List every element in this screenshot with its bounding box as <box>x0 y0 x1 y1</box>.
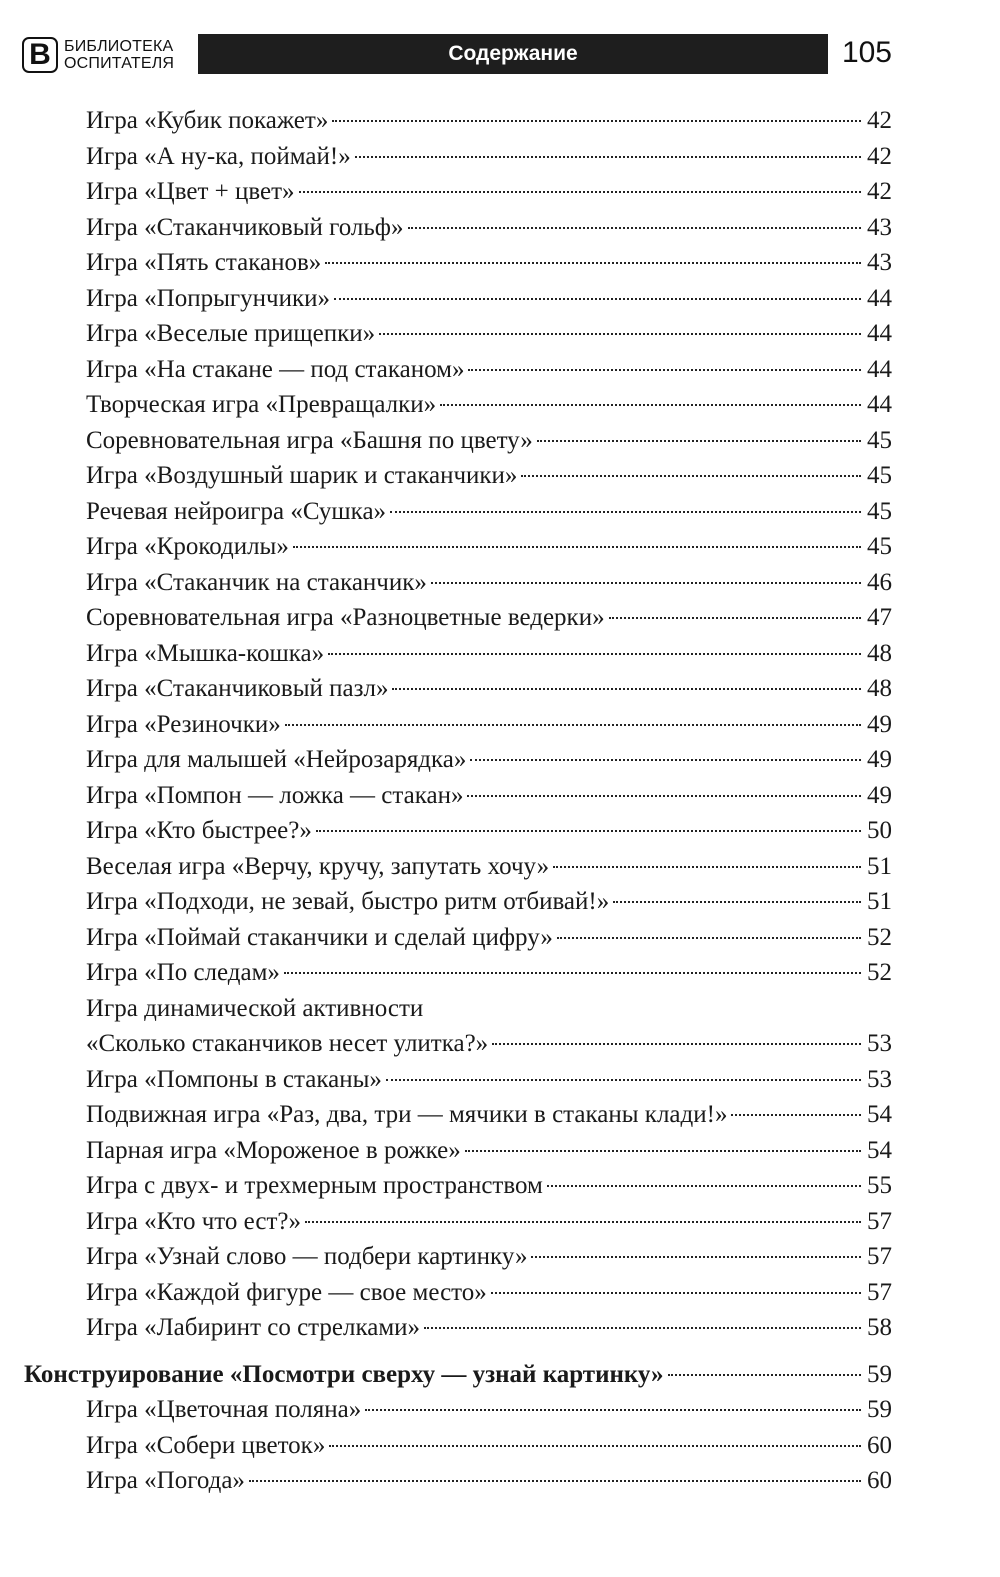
toc-entry-title: Игра «Помпоны в стаканы» <box>86 1065 382 1093</box>
toc-entry-title: Игра «На стакане — под стаканом» <box>86 355 465 383</box>
logo-badge: В <box>22 37 58 73</box>
section-title: Содержание <box>448 42 578 65</box>
toc-page-number: 53 <box>867 1065 892 1093</box>
page-number: 105 <box>841 36 892 69</box>
toc-entry-title: Игра «Воздушный шарик и стаканчики» <box>86 462 518 489</box>
toc-entry-title: Игра «Цветочная поляна» <box>86 1396 362 1423</box>
toc-entry-title: Игра «Стаканчиковый гольф» <box>86 213 404 241</box>
toc-entry-title: Игра «Поймай стаканчики и сделай цифру» <box>86 923 553 951</box>
toc-entry <box>24 742 892 778</box>
toc-page-number: 44 <box>867 355 892 383</box>
toc-entry-title: Игра «Кто быстрее?» <box>86 817 312 844</box>
toc-entry-title: Игра «Кто что ест?» <box>86 1207 301 1235</box>
toc-entry <box>24 1062 892 1098</box>
toc-leader-dots <box>431 581 861 584</box>
toc-entry-title: Игра «Погода» <box>86 1467 245 1494</box>
toc-entry-title: Веселая игра «Верчу, кручу, запутать хочу» <box>86 852 550 880</box>
toc-leader-dots <box>299 190 861 193</box>
toc-leader-dots <box>355 155 861 158</box>
toc-entry-title: Игра «Стаканчик на стаканчик» <box>86 568 427 596</box>
logo-text <box>64 38 174 72</box>
toc-leader-dots <box>408 226 861 229</box>
toc-entry <box>24 1463 892 1499</box>
toc-leader-dots <box>467 794 861 797</box>
toc-page-number: 59 <box>867 1396 892 1423</box>
toc-page-number: 60 <box>867 1431 892 1459</box>
toc-entry <box>24 1133 892 1169</box>
toc-page-number: 52 <box>867 959 892 986</box>
toc-leader-dots <box>424 1326 861 1329</box>
toc-entry-title: Игра «А ну-ка, поймай!» <box>86 142 351 170</box>
toc-leader-dots <box>465 1149 861 1152</box>
toc-page-number: 47 <box>867 604 892 631</box>
series-logo <box>22 32 198 78</box>
toc-page-number: 44 <box>867 391 892 418</box>
toc-leader-dots <box>547 1184 861 1187</box>
toc-page-number: 49 <box>867 710 892 738</box>
toc-page-number: 44 <box>867 284 892 312</box>
toc-leader-dots <box>334 297 861 300</box>
toc-section-entry <box>24 1357 892 1393</box>
toc-entry-title: «Сколько стаканчиков несет улитка?» <box>86 1030 489 1057</box>
toc-leader-dots <box>491 1291 861 1294</box>
toc-entry-title: Парная игра «Мороженое в рожке» <box>86 1136 461 1164</box>
toc-page-number: 45 <box>867 497 892 525</box>
toc-entry-title: Игра «Пять стаканов» <box>86 249 322 276</box>
toc-page-number: 49 <box>867 746 892 773</box>
toc-entry-title: Игра «Узнай слово — подбери картинку» <box>86 1243 528 1270</box>
toc-entry-title: Игра «Помпон — ложка — стакан» <box>86 781 464 809</box>
toc-leader-dots <box>492 1042 861 1045</box>
toc-page-number: 43 <box>867 249 892 276</box>
toc-entry <box>24 139 892 175</box>
toc-entry-title: Игра «Веселые прищепки» <box>86 320 376 347</box>
toc-page-number: 52 <box>867 923 892 951</box>
toc-page-number: 57 <box>867 1278 892 1306</box>
toc-page-number: 51 <box>867 852 892 880</box>
toc-entry-title: Речевая нейроигра «Сушка» <box>86 497 387 525</box>
toc-entry <box>24 636 892 672</box>
toc-page-number: 59 <box>867 1360 892 1388</box>
toc-leader-dots <box>731 1113 861 1116</box>
toc-page-number: 54 <box>867 1101 892 1128</box>
toc-leader-dots <box>392 687 861 690</box>
toc-entry <box>24 600 892 636</box>
toc-entry-title: Игра «Резиночки» <box>86 710 281 738</box>
toc-leader-dots <box>468 368 861 371</box>
toc-entry <box>24 387 892 423</box>
toc-page-number: 54 <box>867 1136 892 1164</box>
toc-page-number: 60 <box>867 1467 892 1494</box>
toc-entry-title: Соревновательная игра «Разноцветные ведерки» <box>86 604 605 631</box>
toc-leader-dots <box>386 1078 861 1081</box>
toc-entry <box>24 707 892 743</box>
toc-entry <box>24 1275 892 1311</box>
toc-leader-dots <box>379 332 861 335</box>
toc-leader-dots <box>521 474 861 477</box>
toc-page-number: 58 <box>867 1314 892 1341</box>
page-header <box>22 32 892 80</box>
toc-leader-dots <box>305 1220 861 1223</box>
toc-leader-dots <box>609 616 861 619</box>
toc-leader-dots <box>332 119 861 122</box>
toc-page-number: 45 <box>867 533 892 560</box>
toc-leader-dots <box>329 1444 861 1447</box>
table-of-contents <box>24 103 892 1499</box>
toc-page-number: 55 <box>867 1172 892 1199</box>
toc-entry-title: Конструирование «Посмотри сверху — узнай картинку» <box>24 1360 664 1388</box>
toc-entry-title: Творческая игра «Превращалки» <box>86 391 437 418</box>
toc-leader-dots <box>325 261 861 264</box>
toc-page-number: 48 <box>867 639 892 667</box>
toc-entry-title: Игра «Цвет + цвет» <box>86 178 295 205</box>
toc-entry <box>24 671 892 707</box>
logo-line-2: ОСПИТАТЕЛЯ <box>64 55 175 72</box>
toc-leader-dots <box>470 758 861 761</box>
logo-line-1: БИБЛИОТЕКА <box>64 38 174 55</box>
section-title-bar <box>198 34 828 74</box>
toc-page-number: 48 <box>867 675 892 702</box>
toc-entry <box>24 1204 892 1240</box>
toc-page-number: 42 <box>867 142 892 170</box>
toc-page-number: 45 <box>867 462 892 489</box>
toc-leader-dots <box>390 510 861 513</box>
toc-leader-dots <box>553 865 861 868</box>
toc-leader-dots <box>668 1373 861 1376</box>
toc-entry <box>24 1097 892 1133</box>
toc-entry <box>24 991 892 1027</box>
toc-entry <box>24 245 892 281</box>
toc-entry <box>24 458 892 494</box>
toc-entry-title: Игра «Мышка-кошка» <box>86 639 325 667</box>
toc-entry <box>24 316 892 352</box>
toc-page-number: 57 <box>867 1207 892 1235</box>
toc-page-number: 46 <box>867 568 892 596</box>
toc-entry <box>24 210 892 246</box>
toc-leader-dots <box>365 1408 861 1411</box>
toc-entry-title: Игра «Попрыгунчики» <box>86 284 330 312</box>
toc-entry <box>24 813 892 849</box>
toc-entry-title: Подвижная игра «Раз, два, три — мячики в стаканы клади!» <box>86 1101 728 1128</box>
toc-entry <box>24 884 892 920</box>
toc-page-number: 57 <box>867 1243 892 1270</box>
toc-entry-title: Игра «Кубик покажет» <box>86 107 329 134</box>
toc-page-number: 53 <box>867 1030 892 1057</box>
toc-leader-dots <box>328 652 861 655</box>
toc-entry <box>24 494 892 530</box>
toc-entry-title: Игра «Собери цветок» <box>86 1431 326 1459</box>
toc-leader-dots <box>613 900 861 903</box>
toc-entry <box>24 1392 892 1428</box>
toc-entry-title: Игра «Крокодилы» <box>86 533 289 560</box>
toc-page-number: 44 <box>867 320 892 347</box>
toc-page-number: 49 <box>867 781 892 809</box>
toc-entry <box>24 174 892 210</box>
toc-entry-title: Игра «Стаканчиковый пазл» <box>86 675 389 702</box>
toc-entry-title: Игра для малышей «Нейрозарядка» <box>86 746 467 773</box>
toc-entry <box>24 920 892 956</box>
toc-entry <box>24 565 892 601</box>
toc-entry <box>24 849 892 885</box>
toc-entry-title: Игра «Подходи, не зевай, быстро ритм отбивай!» <box>86 888 610 915</box>
toc-entry-title: Соревновательная игра «Башня по цвету» <box>86 426 533 454</box>
toc-page-number: 43 <box>867 213 892 241</box>
toc-entry <box>24 778 892 814</box>
toc-leader-dots <box>284 971 861 974</box>
toc-entry <box>24 1168 892 1204</box>
toc-leader-dots <box>537 439 861 442</box>
toc-entry-title: Игра динамической активности <box>86 994 424 1022</box>
toc-leader-dots <box>285 723 861 726</box>
toc-entry <box>24 1239 892 1275</box>
toc-leader-dots <box>557 936 861 939</box>
toc-page-number: 42 <box>867 178 892 205</box>
toc-entry-title: Игра «По следам» <box>86 959 280 986</box>
toc-entry <box>24 955 892 991</box>
toc-entry <box>24 352 892 388</box>
toc-page-number: 42 <box>867 107 892 134</box>
toc-entry <box>24 529 892 565</box>
toc-leader-dots <box>531 1255 861 1258</box>
toc-entry <box>24 1428 892 1464</box>
toc-entry <box>24 1310 892 1346</box>
toc-entry-title: Игра «Каждой фигуре — свое место» <box>86 1278 487 1306</box>
toc-entry <box>24 103 892 139</box>
toc-leader-dots <box>427 1009 886 1010</box>
toc-entry <box>24 423 892 459</box>
toc-leader-dots <box>249 1479 861 1482</box>
toc-page-number: 45 <box>867 426 892 454</box>
toc-page-number: 51 <box>867 888 892 915</box>
toc-leader-dots <box>316 829 861 832</box>
toc-leader-dots <box>440 403 861 406</box>
toc-entry-title: Игра с двух- и трехмерным пространством <box>86 1172 543 1199</box>
toc-leader-dots <box>293 545 861 548</box>
toc-page-number: 50 <box>867 817 892 844</box>
toc-entry <box>24 1026 892 1062</box>
toc-entry-title: Игра «Лабиринт со стрелками» <box>86 1314 421 1341</box>
toc-entry <box>24 281 892 317</box>
